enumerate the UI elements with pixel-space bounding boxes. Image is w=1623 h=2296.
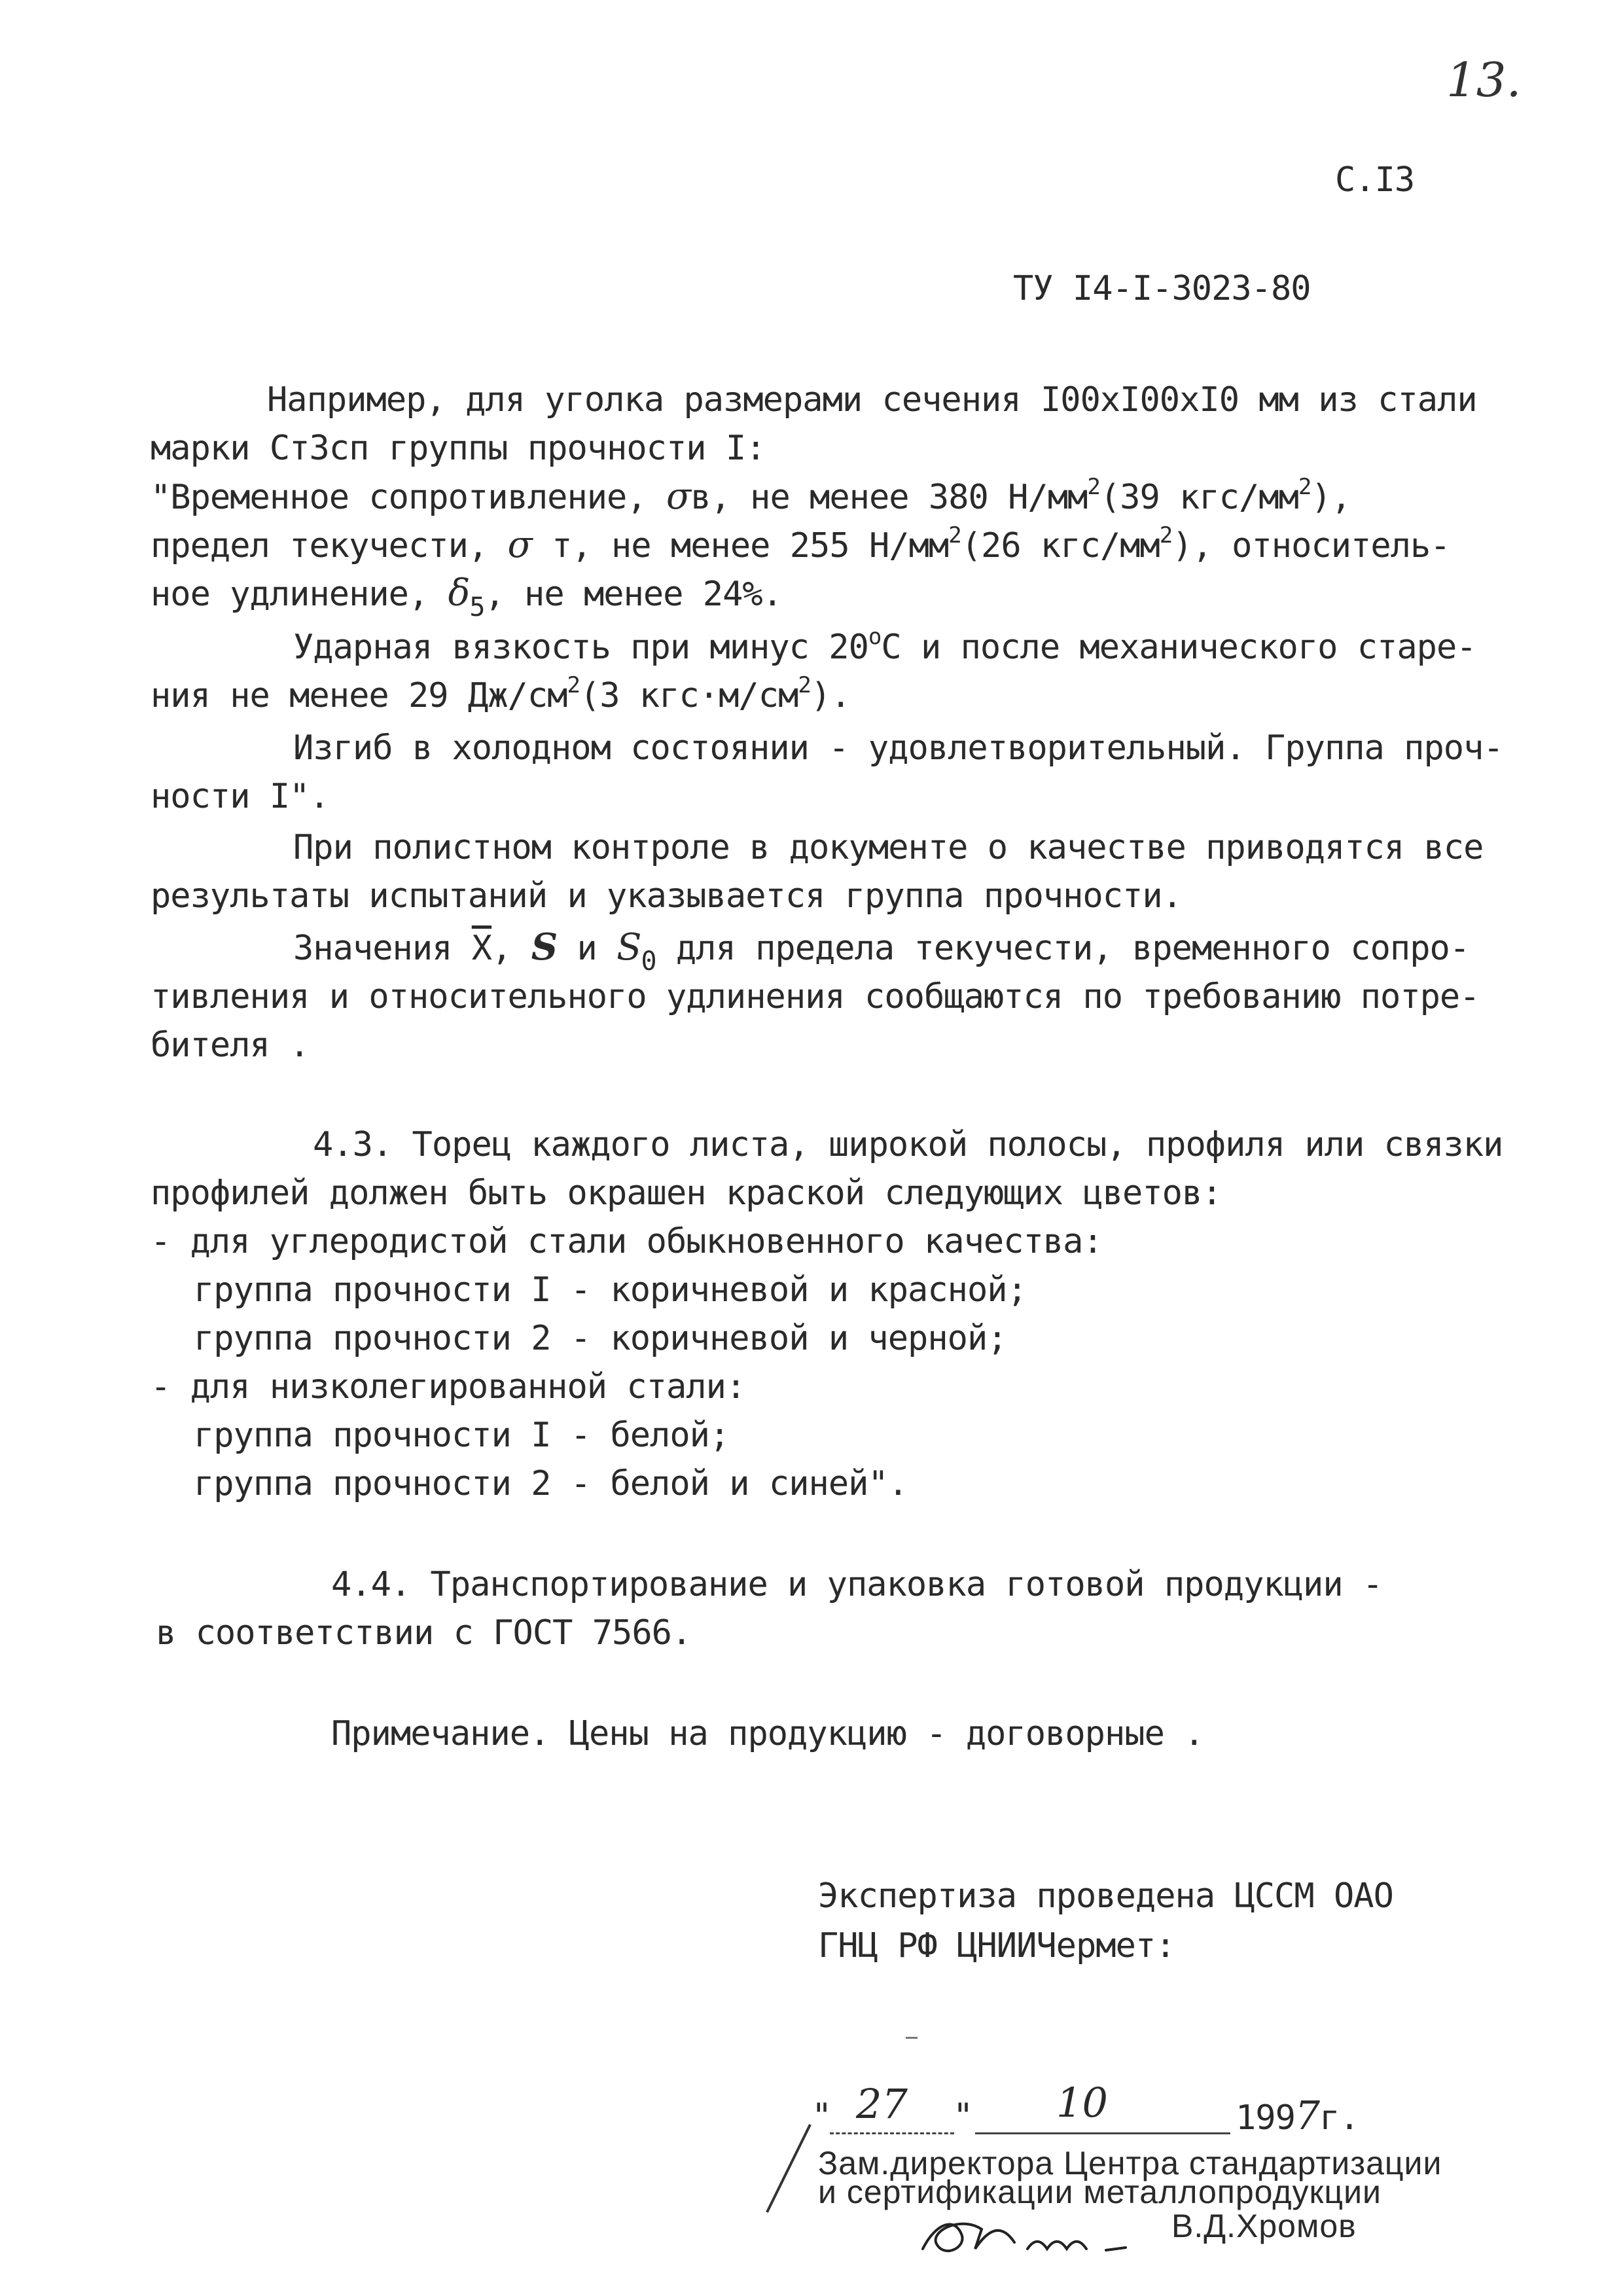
text-run: С и после механического старе- — [881, 628, 1476, 667]
section-4-3-line-1: 4.3. Торец каждого листа, широкой полосы, профиля или связки — [313, 1125, 1503, 1164]
text-run: ), относитель- — [1172, 526, 1450, 565]
date-close-quote: " — [953, 2096, 973, 2136]
section-4-4-line-1: 4.4. Транспортирование и упаковка готовой продукции - — [331, 1565, 1383, 1604]
text-run: (26 кгс/мм — [961, 526, 1160, 565]
section-4-3-line-8: группа прочности 2 - белой и синей". — [194, 1464, 908, 1503]
text-run: (39 кгс/мм — [1099, 478, 1298, 517]
text-run: , не менее 24%. — [484, 575, 783, 614]
document-code: ТУ I4-I-3023-80 — [1013, 269, 1311, 308]
text-run: и — [557, 929, 617, 968]
date-month: 10 — [1056, 2079, 1108, 2126]
text-run: (3 кгс·м/см — [579, 676, 798, 715]
section-4-3-line-5: группа прочности 2 - коричневой и черной; — [194, 1319, 1007, 1358]
text-run: ния не менее 29 Дж/см — [151, 676, 567, 715]
text-run: для предела текучести, временного сопро- — [656, 929, 1470, 968]
section-4-3-line-2: профилей должен быть окрашен краской следующих цветов: — [151, 1174, 1222, 1213]
values-line-1 — [293, 923, 1470, 977]
superscript: о — [868, 624, 882, 650]
superscript: 2 — [798, 672, 811, 698]
text-run: т, не менее 255 Н/мм — [531, 526, 949, 565]
example-line-3 — [151, 473, 1351, 522]
text-run: предел текучести, — [151, 526, 508, 565]
price-note: Примечание. Цены на продукцию - договорные . — [331, 1714, 1204, 1753]
date-open-quote: " — [812, 2096, 832, 2136]
date-day: 27 — [856, 2080, 908, 2128]
example-line-9: ности I". — [151, 777, 329, 816]
text-run: "Временное сопротивление, — [151, 478, 666, 517]
section-4-3-line-6: - для низколегированной стали: — [151, 1367, 746, 1407]
delta-symbol: δ — [448, 572, 470, 615]
text-run: , — [491, 929, 531, 968]
expertise-line-2: ГНЦ РФ ЦНИИЧермет: — [818, 1926, 1175, 1965]
subscript: 5 — [469, 592, 485, 622]
stray-mark — [906, 2037, 918, 2039]
date-month-underline — [975, 2132, 1230, 2134]
superscript: 2 — [1087, 474, 1100, 500]
section-4-3-line-3: - для углеродистой стали обыкновенного качества: — [151, 1222, 1103, 1261]
sheet-control-line-2: результаты испытаний и указывается группа прочности. — [151, 876, 1182, 916]
section-4-4-line-2: в соответствии с ГОСТ 7566. — [156, 1613, 692, 1653]
signatory-name: В.Д.Хромов — [1171, 2208, 1357, 2244]
example-line-8: Изгиб в холодном состоянии - удовлетворительный. Группа проч- — [293, 728, 1503, 768]
text-run: 199 — [1236, 2098, 1295, 2138]
sheet-control-line-1: При полистном контроле в документе о качестве приводятся все — [293, 828, 1484, 867]
handwritten-signature-icon — [916, 2203, 1158, 2269]
date-year — [1236, 2092, 1359, 2142]
signature-slash — [759, 2121, 818, 2219]
superscript: 2 — [1159, 522, 1173, 548]
superscript: 2 — [567, 672, 580, 698]
section-4-3-line-7: группа прочности I - белой; — [194, 1416, 730, 1455]
s0-symbol: S — [616, 926, 641, 969]
text-run: ). — [810, 676, 851, 715]
values-line-3: бителя . — [151, 1026, 310, 1065]
superscript: 2 — [948, 522, 961, 548]
example-line-5 — [151, 569, 783, 622]
text-run: Значения — [293, 929, 472, 968]
text-run: ), — [1311, 478, 1351, 517]
text-run: г. — [1319, 2098, 1359, 2138]
year-digit: 7 — [1294, 2093, 1320, 2139]
sigma-b-symbol: σ — [666, 475, 691, 518]
example-line-4 — [151, 521, 1450, 570]
handwritten-page-number: 13. — [1446, 52, 1522, 107]
signature-position-line-1: Зам.директора Центра стандартизации — [818, 2145, 1442, 2181]
section-4-3-line-4: группа прочности I - коричневой и красной; — [194, 1270, 1027, 1310]
example-line-1: Например, для уголка размерами сечения I00xI00xI0 мм из стали — [267, 380, 1477, 420]
page-label: С.I3 — [1335, 160, 1415, 200]
s-symbol: S — [531, 925, 558, 969]
text-run: ное удлинение, — [151, 575, 448, 614]
date-day-underline — [830, 2132, 954, 2134]
text-run: в, не менее 380 Н/мм — [690, 478, 1088, 517]
sigma-t-symbol: σ — [507, 524, 532, 566]
example-line-6 — [293, 623, 1476, 672]
subscript: 0 — [641, 946, 656, 977]
signature-position-line-2: и сертификации металлопродукции — [818, 2174, 1382, 2210]
values-line-2: тивления и относительного удлинения сообщаются по требованию потре- — [151, 977, 1480, 1016]
expertise-line-1: Экспертиза проведена ЦССМ ОАО — [818, 1876, 1393, 1916]
x-bar-symbol: $\overline{X}$ — [471, 929, 492, 968]
example-line-7 — [151, 672, 850, 720]
superscript: 2 — [1298, 474, 1311, 500]
example-line-2: марки Ст3сп группы прочности I: — [151, 429, 766, 468]
text-run: Ударная вязкость при минус 20 — [293, 628, 868, 667]
